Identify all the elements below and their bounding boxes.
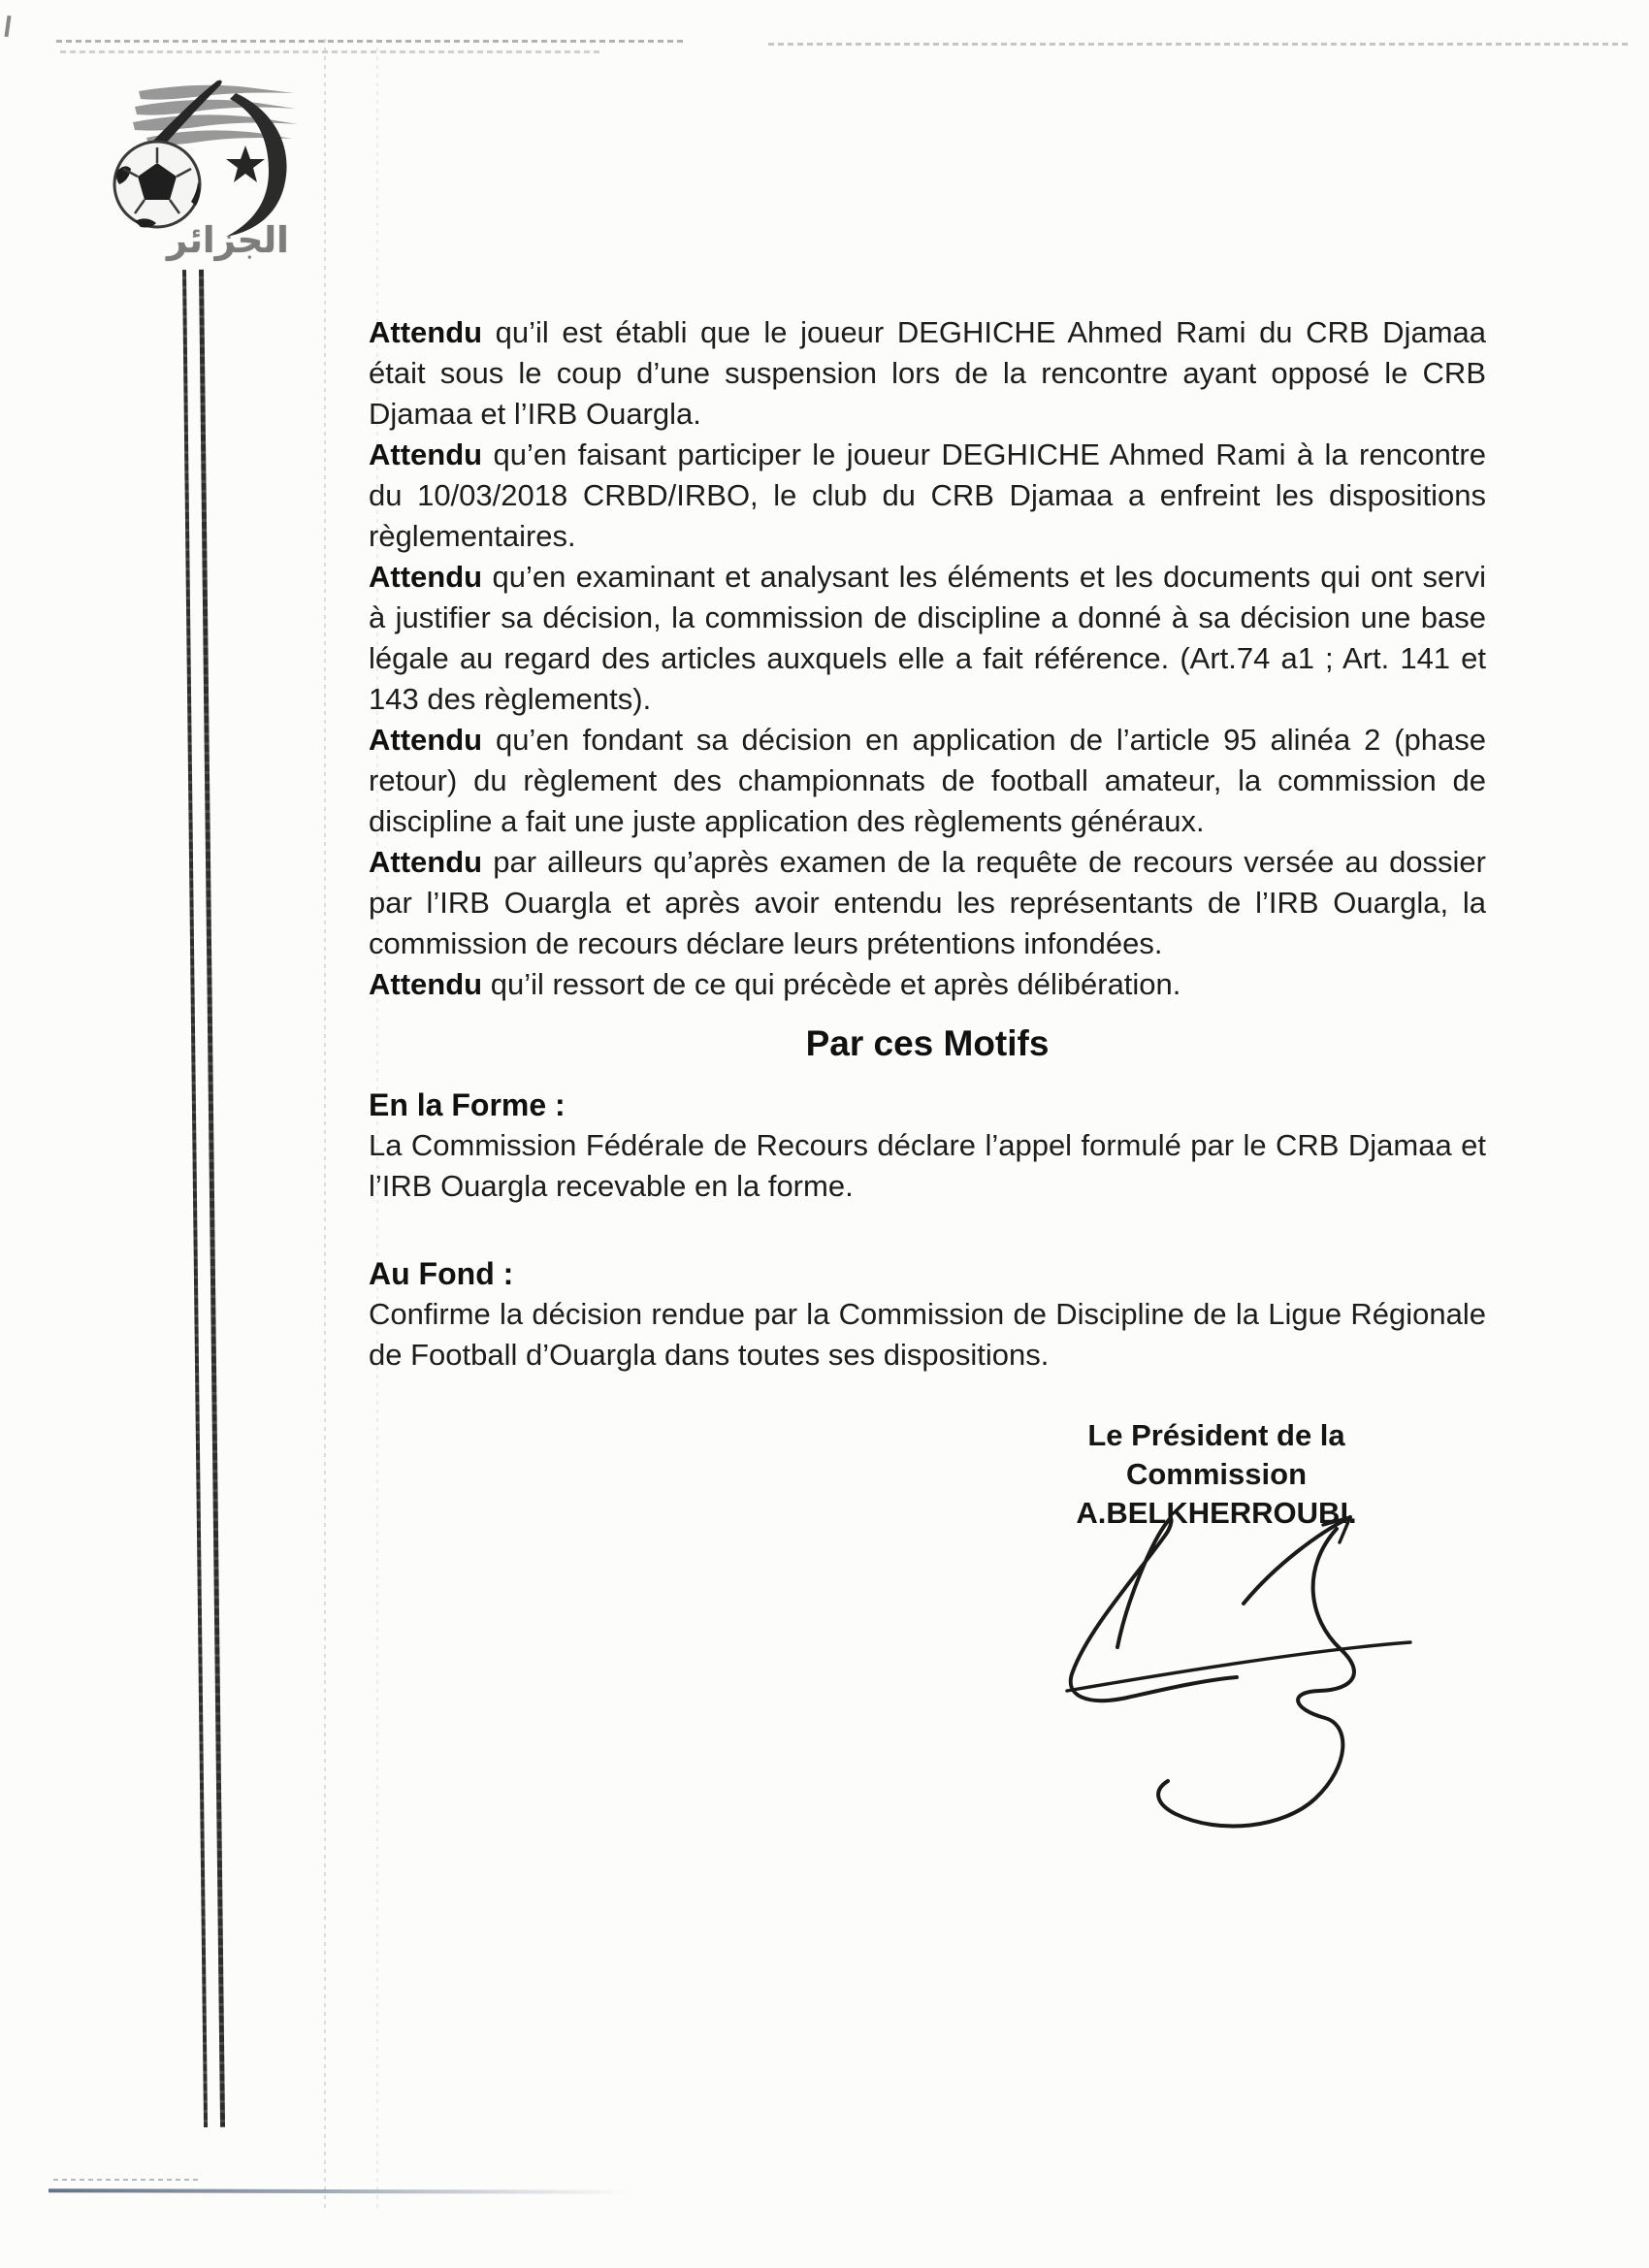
- star-icon: [226, 146, 265, 182]
- attendu-text: qu’il ressort de ce qui précède et après délibération.: [482, 967, 1181, 1001]
- attendu-text: qu’il est établi que le joueur DEGHICHE Ahmed Rami du CRB Djamaa était sous le coup d’une suspension lors de la rencontre ayant opposé le CRB Djamaa et l’IRB Ouargla.: [369, 315, 1486, 431]
- vertical-double-rule: [180, 270, 227, 2127]
- attendu-paragraph-1: [369, 312, 1486, 435]
- fond-heading: Au Fond :: [369, 1256, 514, 1291]
- motifs-heading: Par ces Motifs: [805, 1023, 1050, 1063]
- forme-heading: En la Forme :: [369, 1087, 566, 1122]
- handwritten-signature: [999, 1482, 1445, 1870]
- attendu-lead: Attendu: [369, 723, 483, 757]
- attendu-lead: Attendu: [369, 560, 483, 594]
- logo-arabic-text: الجزائر: [167, 220, 289, 260]
- attendu-text: qu’en examinant et analysant les éléments et les documents qui ont servi à justifier sa décision, la commission de discipline a donné à sa décision une base légale au regard des articles auxquels elle a fait référence. (Art.74 a1 ; Art. 141 et 143 des règlements).: [369, 560, 1486, 716]
- forme-paragraph: La Commission Fédérale de Recours déclare l’appel formulé par le CRB Djamaa et l’IRB Ouargla recevable en la forme.: [369, 1128, 1486, 1203]
- scan-edge-mark: [4, 16, 11, 37]
- attendu-paragraph-2: [369, 435, 1486, 557]
- attendu-text: qu’en faisant participer le joueur DEGHICHE Ahmed Rami à la rencontre du 10/03/2018 CRBD/IRBO, le club du CRB Djamaa a enfreint les dispositions règlementaires.: [369, 437, 1486, 553]
- faf-federation-logo-icon: [102, 78, 315, 238]
- attendu-paragraph-6: [369, 964, 1486, 1005]
- scan-artifact-vertical-line: [324, 39, 326, 2210]
- attendu-text: qu’en fondant sa décision en application de l’article 95 alinéa 2 (phase retour) du règlement des championnats de football amateur, la commission de discipline a fait une juste application des règlements généraux.: [369, 723, 1486, 838]
- attendu-lead: Attendu: [369, 845, 483, 879]
- attendu-paragraph-5: [369, 842, 1486, 964]
- scan-artifact-top-line: [60, 50, 603, 53]
- scan-artifact-specks: [53, 2179, 199, 2181]
- attendu-paragraph-4: [369, 720, 1486, 842]
- scan-artifact-top-line: [768, 43, 1632, 46]
- attendu-text: par ailleurs qu’après examen de la requête de recours versée au dossier par l’IRB Ouargla et après avoir entendu les représentants de l’IRB Ouargla, la commission de recours déclare leurs prétentions infondées.: [369, 845, 1486, 960]
- document-body: [369, 312, 1486, 1376]
- attendu-lead: Attendu: [369, 315, 483, 349]
- signature-title: Le Président de la Commission: [1087, 1418, 1345, 1491]
- fond-paragraph: Confirme la décision rendue par la Commission de Discipline de la Ligue Régionale de Football d’Ouargla dans toutes ses dispositions.: [369, 1297, 1486, 1372]
- soccer-ball-icon: [114, 142, 200, 228]
- attendu-lead: Attendu: [369, 967, 483, 1001]
- attendu-paragraph-3: [369, 557, 1486, 720]
- scan-artifact-top-line: [56, 40, 685, 43]
- attendu-lead: Attendu: [369, 437, 483, 471]
- scan-artifact-bottom-line: [48, 2188, 630, 2194]
- signature-name: A.BELKHERROUBI.: [1076, 1496, 1357, 1530]
